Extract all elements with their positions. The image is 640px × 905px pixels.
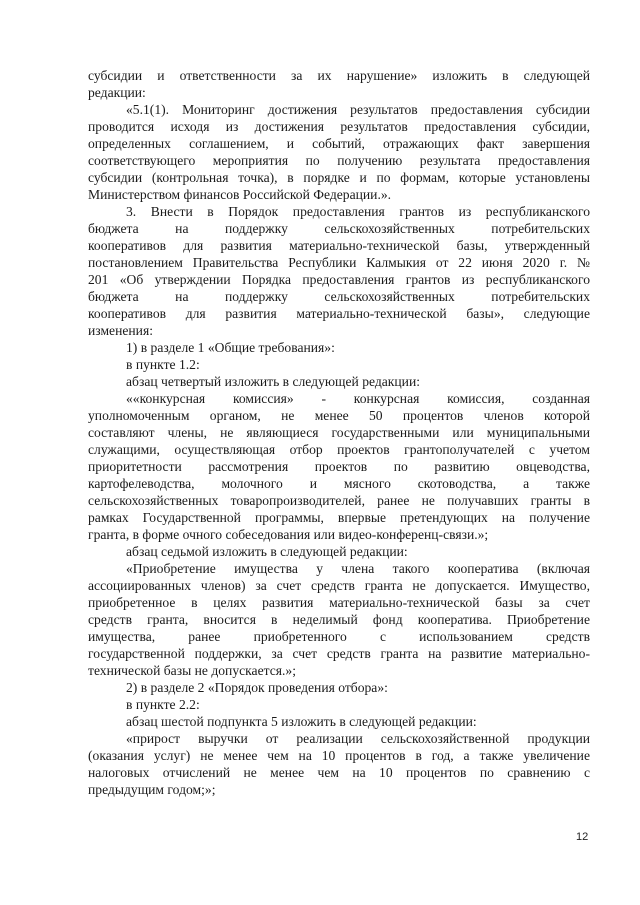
- text-line: определенных соглашением, и событий, отражающих факт завершения: [88, 136, 590, 151]
- text-line: государственной поддержки, за счет средств гранта на развитие материально-: [88, 646, 590, 661]
- text-line: приоритетности рассмотрения проектов по развитию овцеводства,: [88, 459, 590, 474]
- text-line: изменения:: [88, 323, 153, 338]
- text-line: уполномоченным органом, не менее 50 процентов членов которой: [88, 408, 590, 423]
- text-line: «Приобретение имущества у члена такого кооператива (включая: [126, 561, 590, 576]
- document-body: [88, 67, 590, 798]
- text-line: средств гранта, вносится в неделимый фонд кооператива. Приобретение: [88, 612, 590, 627]
- text-line: «5.1(1). Мониторинг достижения результатов предоставления субсидии: [126, 102, 590, 117]
- text-line: в пункте 2.2:: [126, 697, 200, 712]
- text-line: рамках Государственной программы, впервые претендующих на получение: [88, 510, 590, 525]
- text-line: «прирост выручки от реализации сельскохозяйственной продукции: [126, 731, 590, 746]
- text-line: гранта, в форме очного собеседования или видео-конференц-связи.»;: [88, 527, 489, 542]
- text-line: абзац шестой подпункта 5 изложить в следующей редакции:: [126, 714, 477, 729]
- text-line: налоговых отчислений не менее чем на 10 процентов по сравнению с: [88, 765, 590, 780]
- text-line: кооперативов для развития материально-технической базы», следующие: [88, 306, 590, 321]
- text-line: в пункте 1.2:: [126, 357, 200, 372]
- text-line: бюджета на поддержку сельскохозяйственных потребительских: [88, 289, 590, 304]
- text-line: картофелеводства, молочного и мясного скотоводства, а также: [88, 476, 590, 491]
- text-line: (оказания услуг) не менее чем на 10 процентов в год, а также увеличение: [88, 748, 590, 763]
- text-line: ассоциированных членов) за счет средств гранта не допускается. Имущество,: [88, 578, 590, 593]
- text-line: сельскохозяйственных товаропроизводителей, ранее не получавших гранты в: [88, 493, 590, 508]
- text-line: составляют члены, не являющиеся государственными или муниципальными: [88, 425, 590, 440]
- text-line: кооперативов для развития материально-технической базы, утвержденный: [88, 238, 590, 253]
- text-line: предыдущим годом;»;: [88, 782, 216, 797]
- text-line: абзац седьмой изложить в следующей редакции:: [126, 544, 408, 559]
- text-line: приобретенное в целях развития материально-технической базы за счет: [88, 595, 590, 610]
- text-line: технической базы не допускается.»;: [88, 663, 296, 678]
- text-line: 3. Внести в Порядок предоставления грантов из республиканского: [126, 204, 590, 219]
- text-line: постановлением Правительства Республики Калмыкия от 22 июня 2020 г. №: [88, 255, 590, 270]
- text-line: 2) в разделе 2 «Порядок проведения отбора»:: [126, 680, 388, 695]
- text-line: соответствующего мероприятия по получению результата предоставления: [88, 153, 590, 168]
- text-line: бюджета на поддержку сельскохозяйственных потребительских: [88, 221, 590, 236]
- text-line: субсидии и ответственности за их нарушение» изложить в следующей: [88, 68, 590, 83]
- text-line: 201 «Об утверждении Порядка предоставления грантов из республиканского: [88, 272, 590, 287]
- text-line: абзац четвертый изложить в следующей редакции:: [126, 374, 421, 389]
- text-line: служащими, осуществляющая отбор проектов грантополучателей с учетом: [88, 442, 590, 457]
- text-line: субсидии (контрольная точка), в порядке и по формам, которые установлены: [88, 170, 590, 185]
- text-line: редакции:: [88, 85, 146, 100]
- text-line: имущества, ранее приобретенного с использованием средств: [88, 629, 590, 644]
- text-line: Министерством финансов Российской Федерации.».: [88, 187, 392, 202]
- page-number: 12: [576, 831, 589, 843]
- text-line: 1) в разделе 1 «Общие требования»:: [126, 340, 335, 355]
- text-line: ««конкурсная комиссия» - конкурсная комиссия, созданная: [126, 391, 590, 406]
- text-line: проводится исходя из достижения результатов предоставления субсидии,: [88, 119, 590, 134]
